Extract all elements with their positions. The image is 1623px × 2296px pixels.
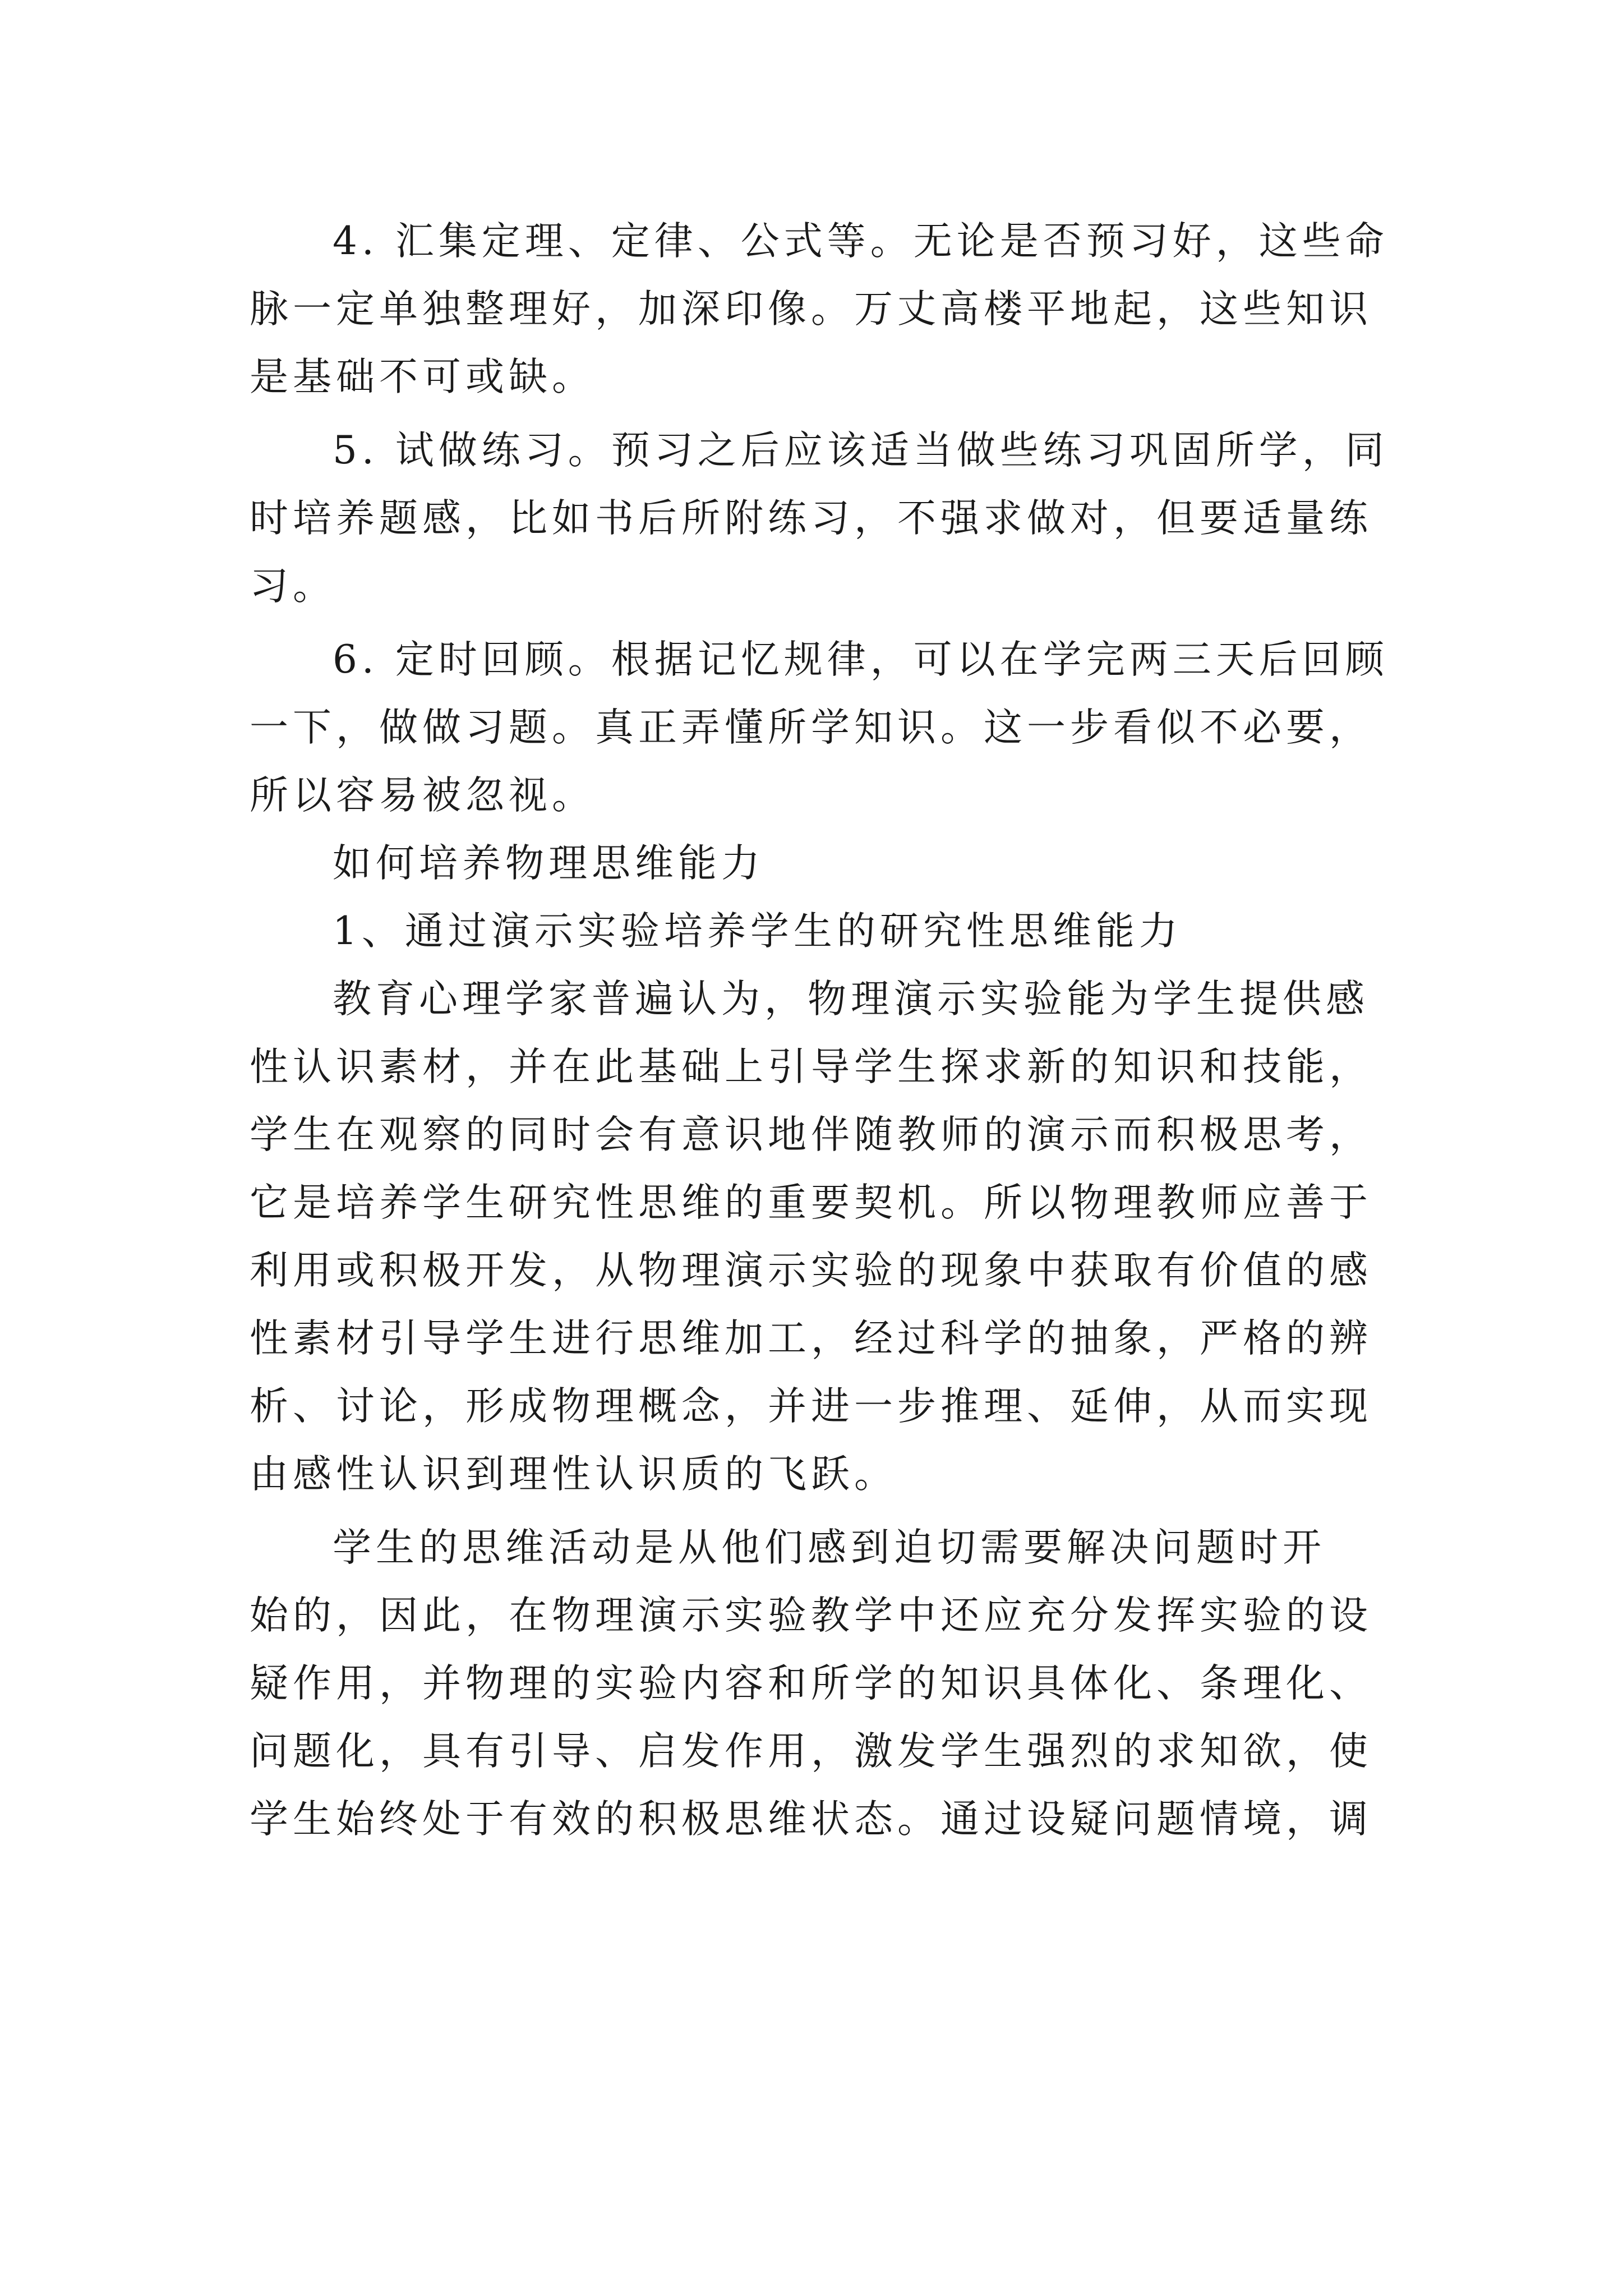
- text-line: 学生的思维活动是从他们感到迫切需要解决问题时开: [333, 1525, 1326, 1570]
- text-line: 它是培养学生研究性思维的重要契机。所以物理教师应善于: [250, 1180, 1372, 1225]
- text-line: 脉一定单独整理好，加深印像。万丈高楼平地起，这些知识: [250, 287, 1372, 332]
- text-line: 始的，因此，在物理演示实验教学中还应充分发挥实验的设: [250, 1593, 1372, 1638]
- text-line: 问题化，具有引导、启发作用，激发学生强烈的求知欲，使: [250, 1729, 1372, 1774]
- text-line: 性素材引导学生进行思维加工，经过科学的抽象，严格的辨: [250, 1316, 1372, 1361]
- text-line: 性认识素材，并在此基础上引导学生探求新的知识和技能，: [250, 1045, 1372, 1089]
- text-line: 习。: [250, 564, 336, 609]
- text-line: 教育心理学家普遍认为，物理演示实验能为学生提供感: [333, 977, 1369, 1022]
- text-line: 5. 试做练习。预习之后应该适当做些练习巩固所学，同: [333, 428, 1389, 473]
- subsection-heading: 1、通过演示实验培养学生的研究性思维能力: [333, 909, 1182, 954]
- text-line: 学生在观察的同时会有意识地伴随教师的演示而积极思考，: [250, 1112, 1372, 1157]
- text-line: 4. 汇集定理、定律、公式等。无论是否预习好，这些命: [333, 219, 1389, 264]
- text-line: 所以容易被忽视。: [250, 773, 595, 818]
- text-line: 疑作用，并物理的实验内容和所学的知识具体化、条理化、: [250, 1661, 1372, 1706]
- text-line: 是基础不可或缺。: [250, 355, 595, 399]
- text-line: 利用或积极开发，从物理演示实验的现象中获取有价值的感: [250, 1248, 1372, 1293]
- text-line: 析、讨论，形成物理概念，并进一步推理、延伸，从而实现: [250, 1384, 1372, 1429]
- text-line: 时培养题感，比如书后所附练习，不强求做对，但要适量练: [250, 496, 1372, 541]
- section-heading: 如何培养物理思维能力: [333, 841, 764, 886]
- text-line: 一下，做做习题。真正弄懂所学知识。这一步看似不必要，: [250, 705, 1372, 750]
- text-line: 6. 定时回顾。根据记忆规律，可以在学完两三天后回顾: [333, 637, 1389, 682]
- text-line: 由感性认识到理性认识质的飞跃。: [250, 1452, 897, 1497]
- document-body: [250, 208, 1389, 1853]
- text-line: 学生始终处于有效的积极思维状态。通过设疑问题情境，调: [250, 1797, 1372, 1842]
